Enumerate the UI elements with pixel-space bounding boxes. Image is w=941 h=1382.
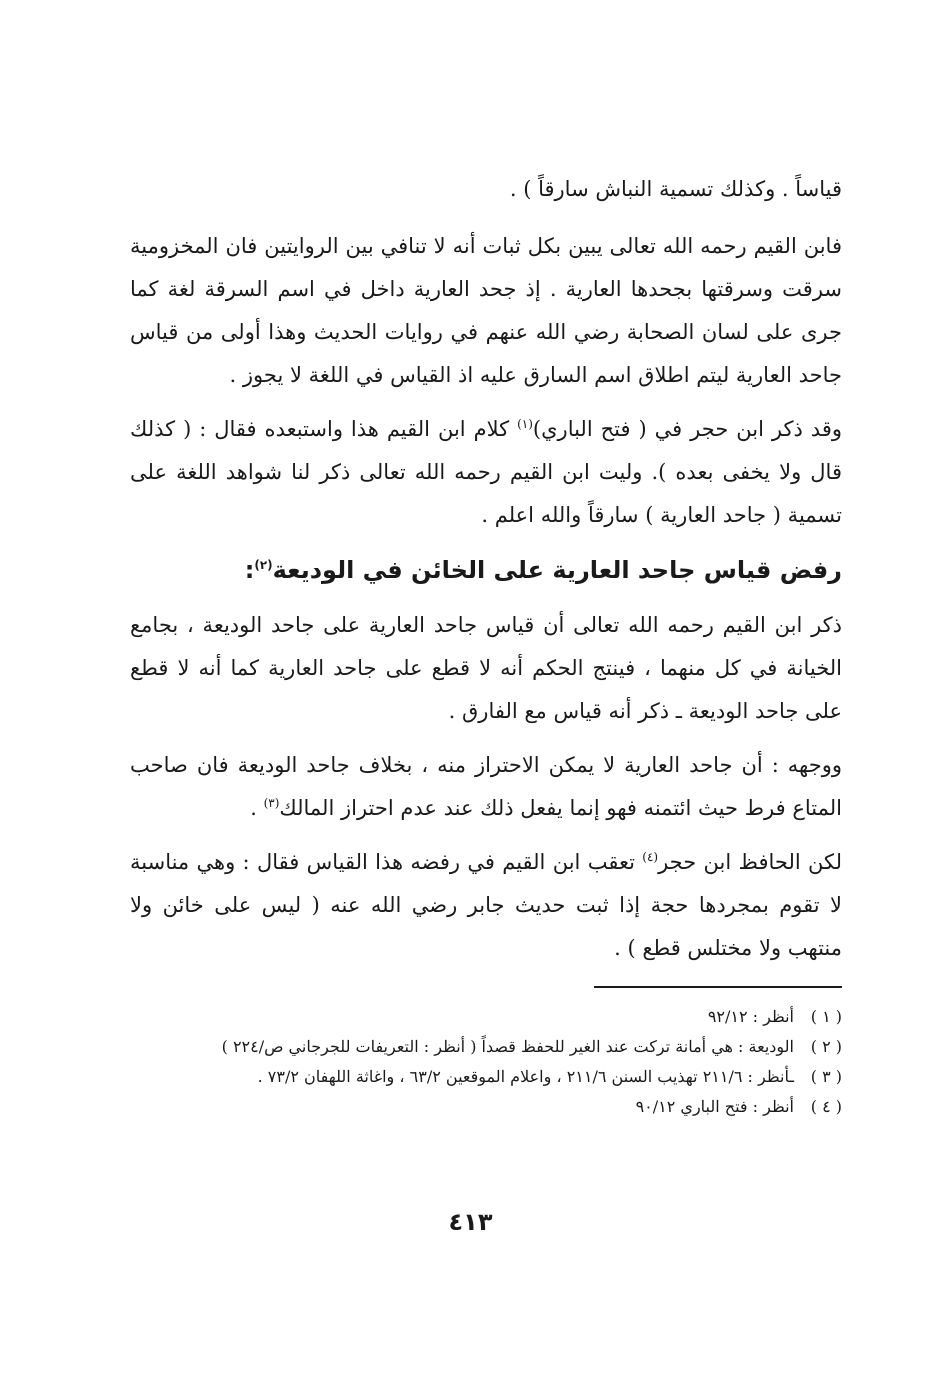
- page-content: [130, 168, 842, 1122]
- footnote-number: ( ٢ ): [810, 1037, 842, 1056]
- footnote-number: ( ١ ): [810, 1007, 842, 1026]
- paragraph-text-b: تعقب ابن القيم في رفضه هذا القياس فقال : وهي مناسبة لا تقوم بمجردها حجة إذا ثبت حديث جابر رضي الله عنه ( ليس على خائن ولا منتهب ولا مختلس قطع ) .: [130, 850, 842, 960]
- paragraph-text-a: لكن الحافظ ابن حجر: [658, 850, 842, 874]
- page-number: ٤١٣: [448, 1208, 493, 1236]
- footnote-item: [130, 1002, 842, 1032]
- footnote-ref-3: (٣): [263, 796, 280, 810]
- footnote-text: الوديعة : هي أمانة تركت عند الغير للحفظ قصداً ( أنظر : التعريفات للجرجاني ص/٢٢٤ ): [221, 1037, 794, 1056]
- paragraph-reasoning: [130, 744, 842, 830]
- paragraph-text-a: وقد ذكر ابن حجر في ( فتح الباري): [532, 417, 843, 441]
- paragraph-text-b: .: [250, 796, 264, 820]
- footnote-text: أنظر : فتح الباري ٩٠/١٢: [635, 1097, 794, 1116]
- paragraph-text-b: كلام ابن القيم هذا واستبعده فقال : ( كذلك قال ولا يخفى بعده ). وليت ابن القيم رحمه الله تعالى ذكر لنا شواهد اللغة على تسمية ( جاحد العارية ) سارقاً والله اعلم .: [130, 417, 842, 527]
- footnote-ref-1: (١): [517, 417, 533, 431]
- footnote-text: أنظر : ٩٢/١٢: [707, 1007, 794, 1026]
- footnote-ref-2: (٢): [254, 558, 273, 572]
- footnote-item: [130, 1092, 842, 1122]
- footnote-number: ( ٣ ): [810, 1067, 842, 1086]
- heading-text: رفض قياس جاحد العارية على الخائن في الوديعة: [272, 556, 842, 584]
- footnotes: [130, 1002, 842, 1122]
- footnote-text: ـأنظر : ٢١١/٦ تهذيب السنن ٢١١/٦ ، واعلام الموقعين ٦٣/٢ ، واغاثة اللهفان ٧٣/٢ .: [257, 1067, 794, 1086]
- footnote-ref-4: (٤): [642, 850, 659, 864]
- paragraph-continuation: قياساً . وكذلك تسمية النباش سارقاً ) .: [509, 177, 842, 201]
- paragraph-analogy: ذكر ابن القيم رحمه الله تعالى أن قياس جاحد العارية على جاحد الوديعة ، بجامع الخيانة في كل منهما ، فينتج الحكم أنه لا قطع على جاحد العارية كما أنه لا قطع على جاحد الوديعة ـ ذكر أنه قياس مع الفارق .: [130, 613, 842, 723]
- footnote-item: [130, 1032, 842, 1062]
- footnote-separator: [594, 986, 842, 988]
- section-heading: [130, 548, 842, 592]
- paragraph-ibn-hajar-remark: [130, 408, 842, 537]
- paragraph-text-a: ووجهه : أن جاحد العارية لا يمكن الاحتراز منه ، بخلاف جاحد الوديعة فان صاحب المتاع فرط حيث ائتمنه فهو إنما يفعل ذلك عند عدم احتراز المالك: [130, 753, 842, 820]
- footnote-item: [130, 1062, 842, 1092]
- paragraph-ibn-qayyim-view: فابن القيم رحمه الله تعالى يبين بكل ثبات أنه لا تنافي بين الروايتين فان المخزومية سرقت وسرقتها بجحدها العارية . إذ جحد العارية داخل في اسم السرقة لغة كما جرى على لسان الصحابة رضي الله عنهم في روايات الحديث وهذا أولى من قياس جاحد العارية ليتم اطلاق اسم السارق عليه اذ القياس في اللغة لا يجوز .: [130, 234, 842, 387]
- heading-colon: :: [244, 556, 255, 584]
- paragraph-ibn-hajar-objection: [130, 841, 842, 970]
- footnote-number: ( ٤ ): [810, 1097, 842, 1116]
